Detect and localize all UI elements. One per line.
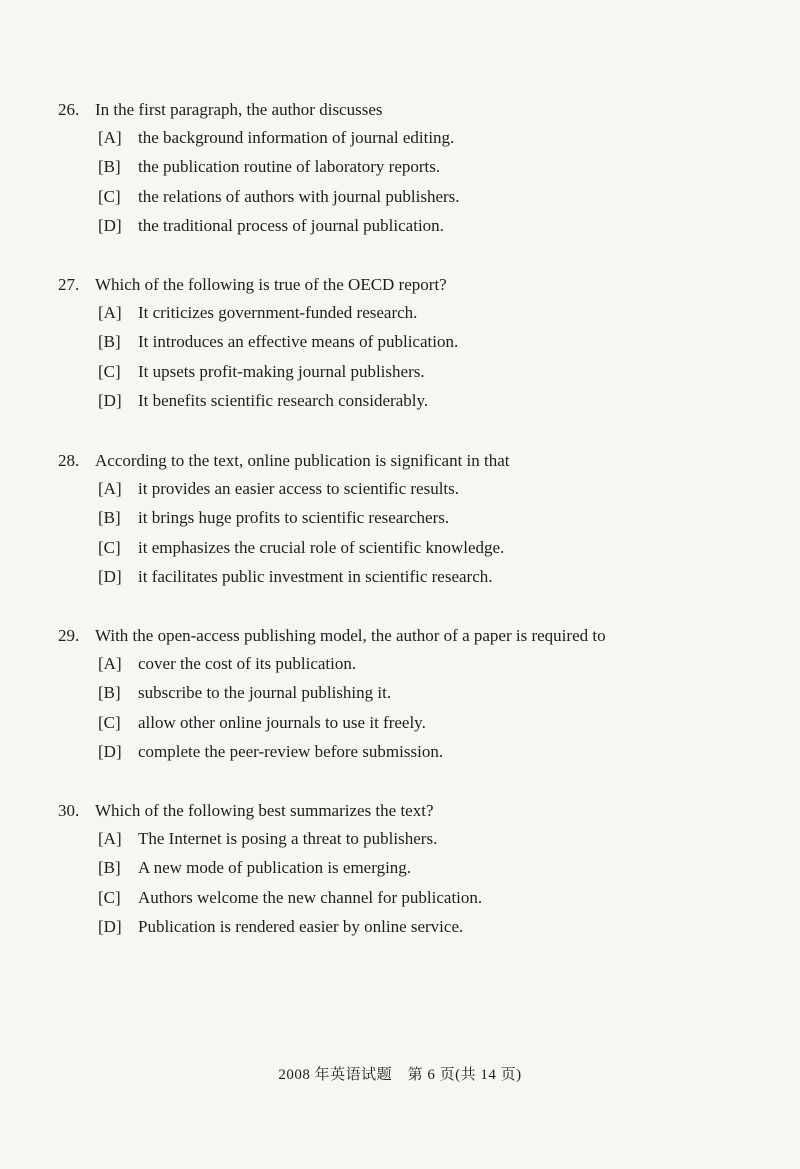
option-d	[58, 211, 778, 240]
option-text: it provides an easier access to scientific results.	[138, 479, 459, 498]
question-number: 29.	[58, 626, 80, 645]
option-a	[58, 824, 778, 853]
option-letter: [B]	[98, 508, 121, 528]
option-d	[58, 737, 778, 766]
option-b	[58, 152, 778, 181]
option-text: allow other online journals to use it freely.	[138, 712, 426, 732]
option-list	[58, 298, 778, 415]
option-text: the background information of journal editing.	[138, 128, 455, 147]
option-c	[58, 708, 778, 737]
question-stem	[58, 623, 778, 649]
question-text: Which of the following is true of the OECD report?	[95, 275, 447, 294]
option-letter: [D]	[98, 916, 122, 936]
option-d	[58, 386, 778, 415]
page-footer: 2008 年英语试题 第 6 页(共 14 页)	[278, 1067, 522, 1083]
option-list	[58, 123, 778, 240]
option-text: the relations of authors with journal publishers.	[138, 186, 460, 206]
question-number: 28.	[58, 451, 80, 470]
option-letter: [B]	[98, 683, 121, 703]
option-a	[58, 649, 778, 678]
question-stem	[58, 798, 778, 824]
question-27	[58, 272, 778, 415]
option-a	[58, 123, 778, 152]
option-letter: [B]	[98, 332, 121, 352]
option-letter: [A]	[98, 654, 122, 673]
question-26	[58, 97, 778, 240]
option-letter: [C]	[98, 537, 121, 557]
option-text: Authors welcome the new channel for publication.	[138, 887, 483, 907]
question-stem	[58, 448, 778, 474]
option-letter: [C]	[98, 887, 121, 907]
option-text: It benefits scientific research considerably.	[138, 390, 429, 410]
option-letter: [D]	[98, 390, 122, 410]
option-a	[58, 298, 778, 327]
option-list	[58, 474, 778, 591]
option-b	[58, 853, 778, 882]
option-letter: [C]	[98, 186, 121, 206]
option-letter: [A]	[98, 303, 122, 322]
option-text: the publication routine of laboratory reports.	[138, 157, 441, 177]
option-d	[58, 912, 778, 941]
option-c	[58, 533, 778, 562]
option-c	[58, 182, 778, 211]
option-letter: [C]	[98, 361, 121, 381]
option-c	[58, 357, 778, 386]
option-d	[58, 562, 778, 591]
option-text: A new mode of publication is emerging.	[138, 858, 412, 878]
option-letter: [B]	[98, 157, 121, 177]
option-text: Publication is rendered easier by online service.	[138, 916, 464, 936]
option-text: The Internet is posing a threat to publishers.	[138, 829, 438, 848]
option-a	[58, 474, 778, 503]
option-letter: [A]	[98, 479, 122, 498]
question-number: 30.	[58, 801, 80, 820]
option-b	[58, 678, 778, 707]
option-text: it emphasizes the crucial role of scientific knowledge.	[138, 537, 505, 557]
option-list	[58, 824, 778, 941]
option-text: it facilitates public investment in scientific research.	[138, 566, 493, 586]
option-text: It upsets profit-making journal publishers.	[138, 361, 425, 381]
option-list	[58, 649, 778, 766]
option-text: it brings huge profits to scientific researchers.	[138, 508, 450, 528]
question-29	[58, 623, 778, 766]
option-b	[58, 503, 778, 532]
option-text: subscribe to the journal publishing it.	[138, 683, 392, 703]
option-text: cover the cost of its publication.	[138, 654, 357, 673]
option-c	[58, 883, 778, 912]
option-b	[58, 327, 778, 356]
option-letter: [A]	[98, 829, 122, 848]
option-text: It criticizes government-funded research.	[138, 303, 418, 322]
question-text: With the open-access publishing model, the author of a paper is required to	[95, 626, 606, 645]
question-text: According to the text, online publication is significant in that	[95, 451, 510, 470]
question-stem	[58, 272, 778, 298]
option-letter: [A]	[98, 128, 122, 147]
option-text: It introduces an effective means of publication.	[138, 332, 459, 352]
question-number: 27.	[58, 275, 80, 294]
option-letter: [B]	[98, 858, 121, 878]
option-letter: [D]	[98, 215, 122, 235]
question-number: 26.	[58, 100, 80, 119]
option-text: the traditional process of journal publication.	[138, 215, 444, 235]
option-text: complete the peer-review before submission.	[138, 741, 444, 761]
question-text: In the first paragraph, the author discusses	[95, 100, 383, 119]
option-letter: [D]	[98, 741, 122, 761]
question-30	[58, 798, 778, 941]
question-28	[58, 448, 778, 591]
question-stem	[58, 97, 778, 123]
question-text: Which of the following best summarizes the text?	[95, 801, 434, 820]
option-letter: [D]	[98, 566, 122, 586]
option-letter: [C]	[98, 712, 121, 732]
